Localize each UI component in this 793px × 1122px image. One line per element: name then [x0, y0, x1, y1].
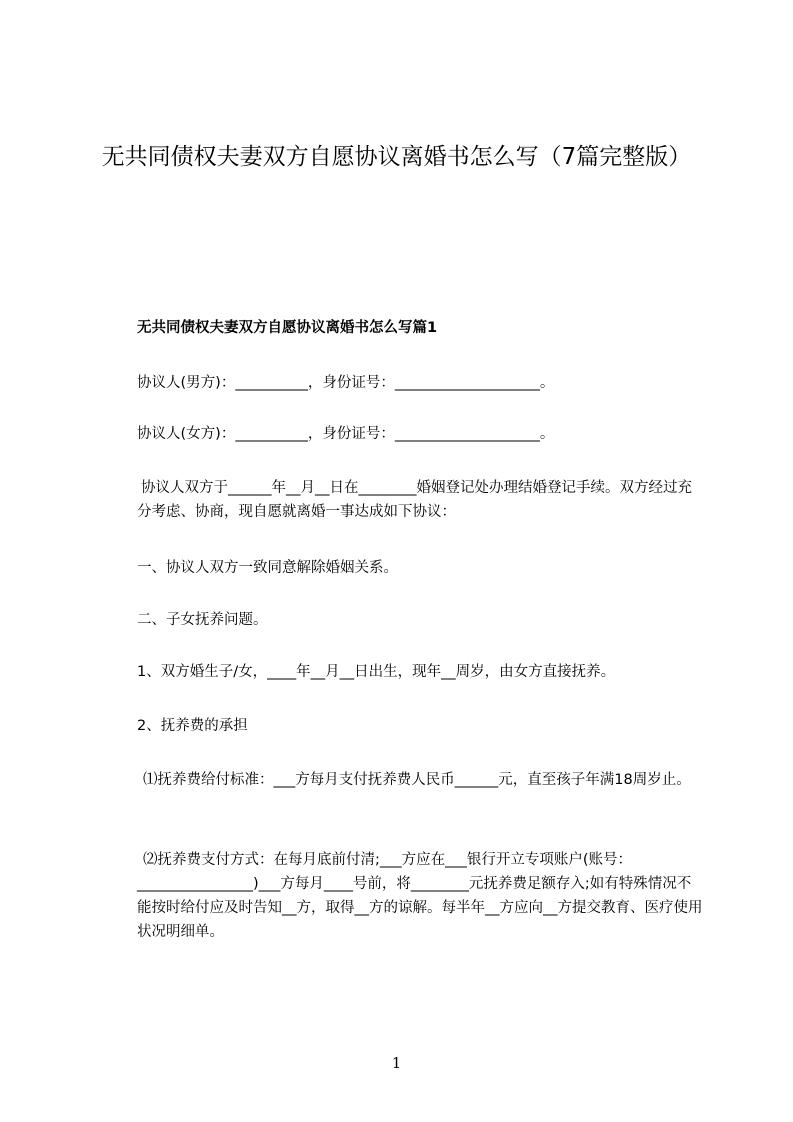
item-2: 2、抚养费的承担: [137, 718, 248, 734]
party-female-line: 协议人(女方)：__________，身份证号：____________________。: [137, 426, 555, 442]
item-2-1: ⑴抚养费给付标准：___方每月支付抚养费人民币______元，直至孩子年满18周岁止。: [143, 772, 691, 788]
page-number: 1: [391, 1054, 402, 1072]
item-2-2: ⑵抚养费支付方式：在每月底前付清;___方应在___银行开立专项账户(账号：________________)___方每月____号前，将________元抚养费足额存入;如有特殊情况不能按时给付应及时告知__方，取得__方的谅解。每半年__方应向__方提交教育、医疗使用状况明细单。: [137, 852, 703, 940]
section-heading: 无共同债权夫妻双方自愿协议离婚书怎么写篇1: [137, 320, 438, 336]
clause-1: 一、协议人双方一致同意解除婚姻关系。: [137, 560, 398, 576]
party-male-line: 协议人(男方)：__________，身份证号：____________________。: [137, 375, 555, 391]
clause-2: 二、子女抚养问题。: [137, 612, 268, 628]
item-1: 1、双方婚生子/女，____年__月__日出生，现年__周岁，由女方直接抚养。: [137, 664, 616, 680]
document-title: 无共同债权夫妻双方自愿协议离婚书怎么写（7篇完整版）: [101, 144, 692, 170]
intro-paragraph: 协议人双方于______年__月__日在________婚姻登记处办理结婚登记手续。双方经过充分考虑、协商，现自愿就离婚一事达成如下协议：: [137, 480, 692, 520]
